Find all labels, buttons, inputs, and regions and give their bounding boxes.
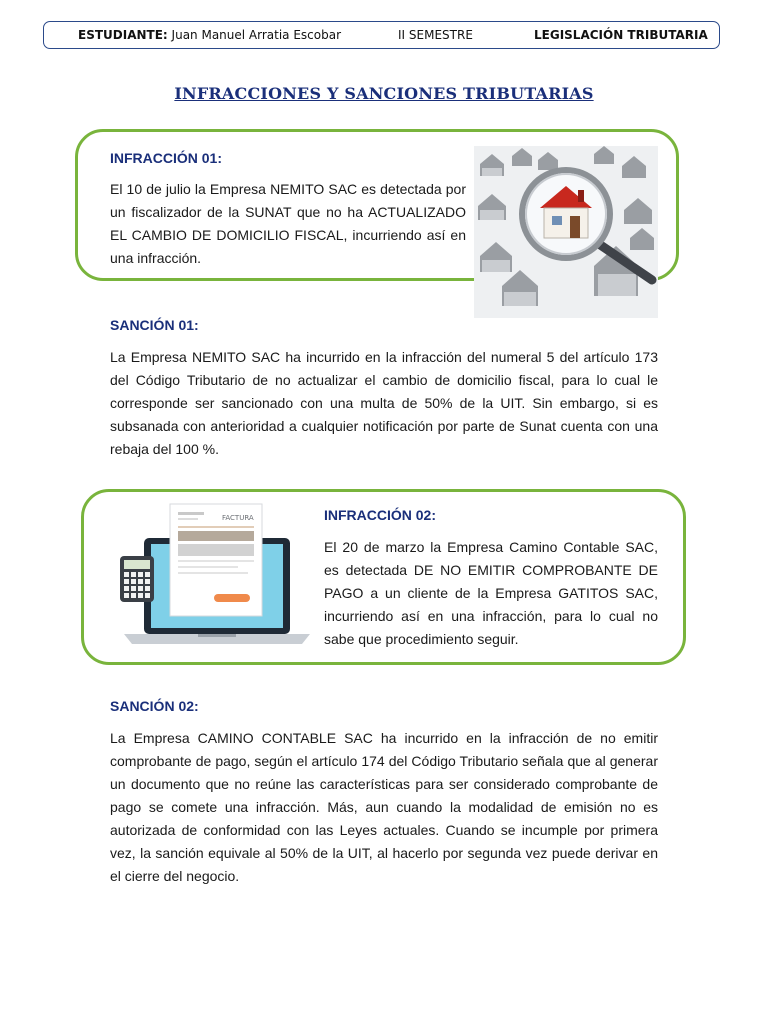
infraction-1-heading: INFRACCIÓN 01: — [110, 150, 223, 166]
student-field — [78, 28, 341, 42]
course-name: LEGISLACIÓN TRIBUTARIA — [534, 28, 708, 42]
semester: II SEMESTRE — [398, 28, 473, 42]
laptop-invoice-illustration-icon — [114, 502, 314, 648]
sanction-1-text: La Empresa NEMITO SAC ha incurrido en la infracción del numeral 5 del artículo 173 del Código Tributario de no actualizar el cambio de domicilio fiscal, para lo cual le corresponde ser sancionado con una multa de 50% de la UIT. Sin embargo, si es subsanada con anterioridad a cualquier notificación por parte de Sunat cuenta con una rebaja del 100 %. — [110, 349, 658, 457]
infraction-2-text: El 20 de marzo la Empresa Camino Contable SAC, es detectada DE NO EMITIR COMPROBANTE DE PAGO a un cliente de la Empresa GATITOS SAC, incurriendo así en una infracción, para lo cual no sabe que procedimiento seguir. — [324, 539, 658, 647]
student-label: ESTUDIANTE: — [78, 28, 168, 42]
page-title: INFRACCIONES Y SANCIONES TRIBUTARIAS — [174, 84, 594, 103]
magnifier-house-illustration-icon — [474, 146, 658, 318]
student-name: Juan Manuel Arratia Escobar — [171, 28, 342, 42]
sanction-1-heading: SANCIÓN 01: — [110, 317, 199, 333]
invoice-label: FACTURA — [222, 514, 254, 522]
infraction-2-heading: INFRACCIÓN 02: — [324, 507, 437, 523]
infraction-1-text: El 10 de julio la Empresa NEMITO SAC es detectada por un fiscalizador de la SUNAT que no ha ACTUALIZADO EL CAMBIO DE DOMICILIO FISCAL, incurriendo así en una infracción. — [110, 181, 466, 266]
sanction-2-heading: SANCIÓN 02: — [110, 698, 199, 714]
sanction-2-text: La Empresa CAMINO CONTABLE SAC ha incurrido en la infracción de no emitir comprobante de pago, según el artículo 174 del Código Tributario señala que al generar un documento que no reúne las características para ser considerado comprobante de pago se comete una infracción. Más, aun cuando la modalidad de emisión no es autorizada de conformidad con las Leyes actuales. Cuando se incumple por primera vez, la sanción equivale al 50% de la UIT, al hacerlo por segunda vez puede derivar en el cierre del negocio. — [110, 730, 658, 884]
document-header — [43, 21, 720, 49]
